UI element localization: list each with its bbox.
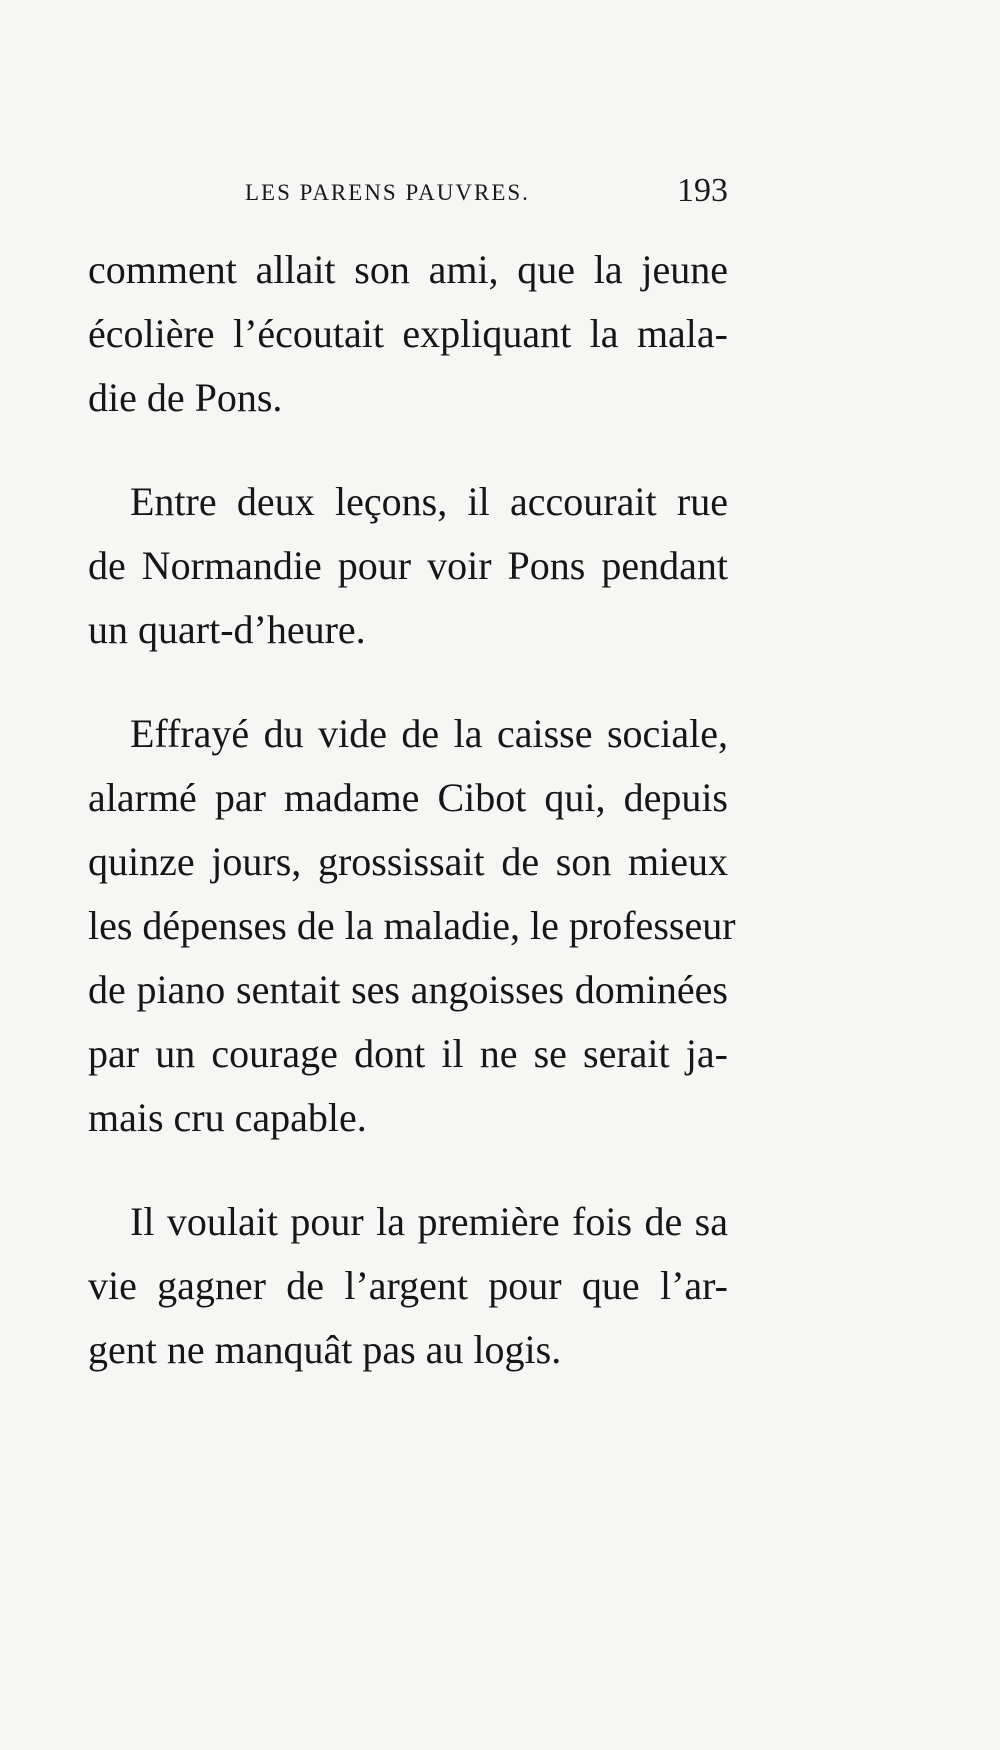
text-line: un quart-d’heure. (88, 607, 366, 652)
text-line: les dépenses de la maladie, le professeur (88, 903, 736, 948)
paragraph (88, 470, 728, 662)
text-line: mais cru capable. (88, 1095, 367, 1140)
text-line: de piano sentait ses angoisses dominées (88, 967, 728, 1012)
text-line: comment allait son ami, que la jeune (88, 247, 728, 292)
text-line: vie gagner de l’argent pour que l’ar- (88, 1263, 728, 1308)
page-number: 193 (677, 172, 728, 209)
text-line: Entre deux leçons, il accourait rue (130, 479, 728, 524)
text-line: gent ne manquât pas au logis. (88, 1327, 562, 1372)
body-text (88, 238, 736, 1422)
text-line: par un courage dont il ne se serait ja- (88, 1031, 728, 1076)
text-line: écolière l’écoutait expliquant la mala- (88, 311, 728, 356)
text-line: Effrayé du vide de la caisse sociale, (130, 711, 728, 756)
paragraph (88, 702, 736, 1150)
text-line: de Normandie pour voir Pons pendant (88, 543, 728, 588)
paragraph (88, 1190, 728, 1382)
paragraph (88, 238, 728, 430)
text-line: alarmé par madame Cibot qui, depuis (88, 775, 728, 820)
text-line: Il voulait pour la première fois de sa (130, 1199, 728, 1244)
running-head: LES PARENS PAUVRES. (245, 180, 530, 205)
text-line: quinze jours, grossissait de son mieux (88, 839, 728, 884)
text-line: die de Pons. (88, 375, 283, 420)
